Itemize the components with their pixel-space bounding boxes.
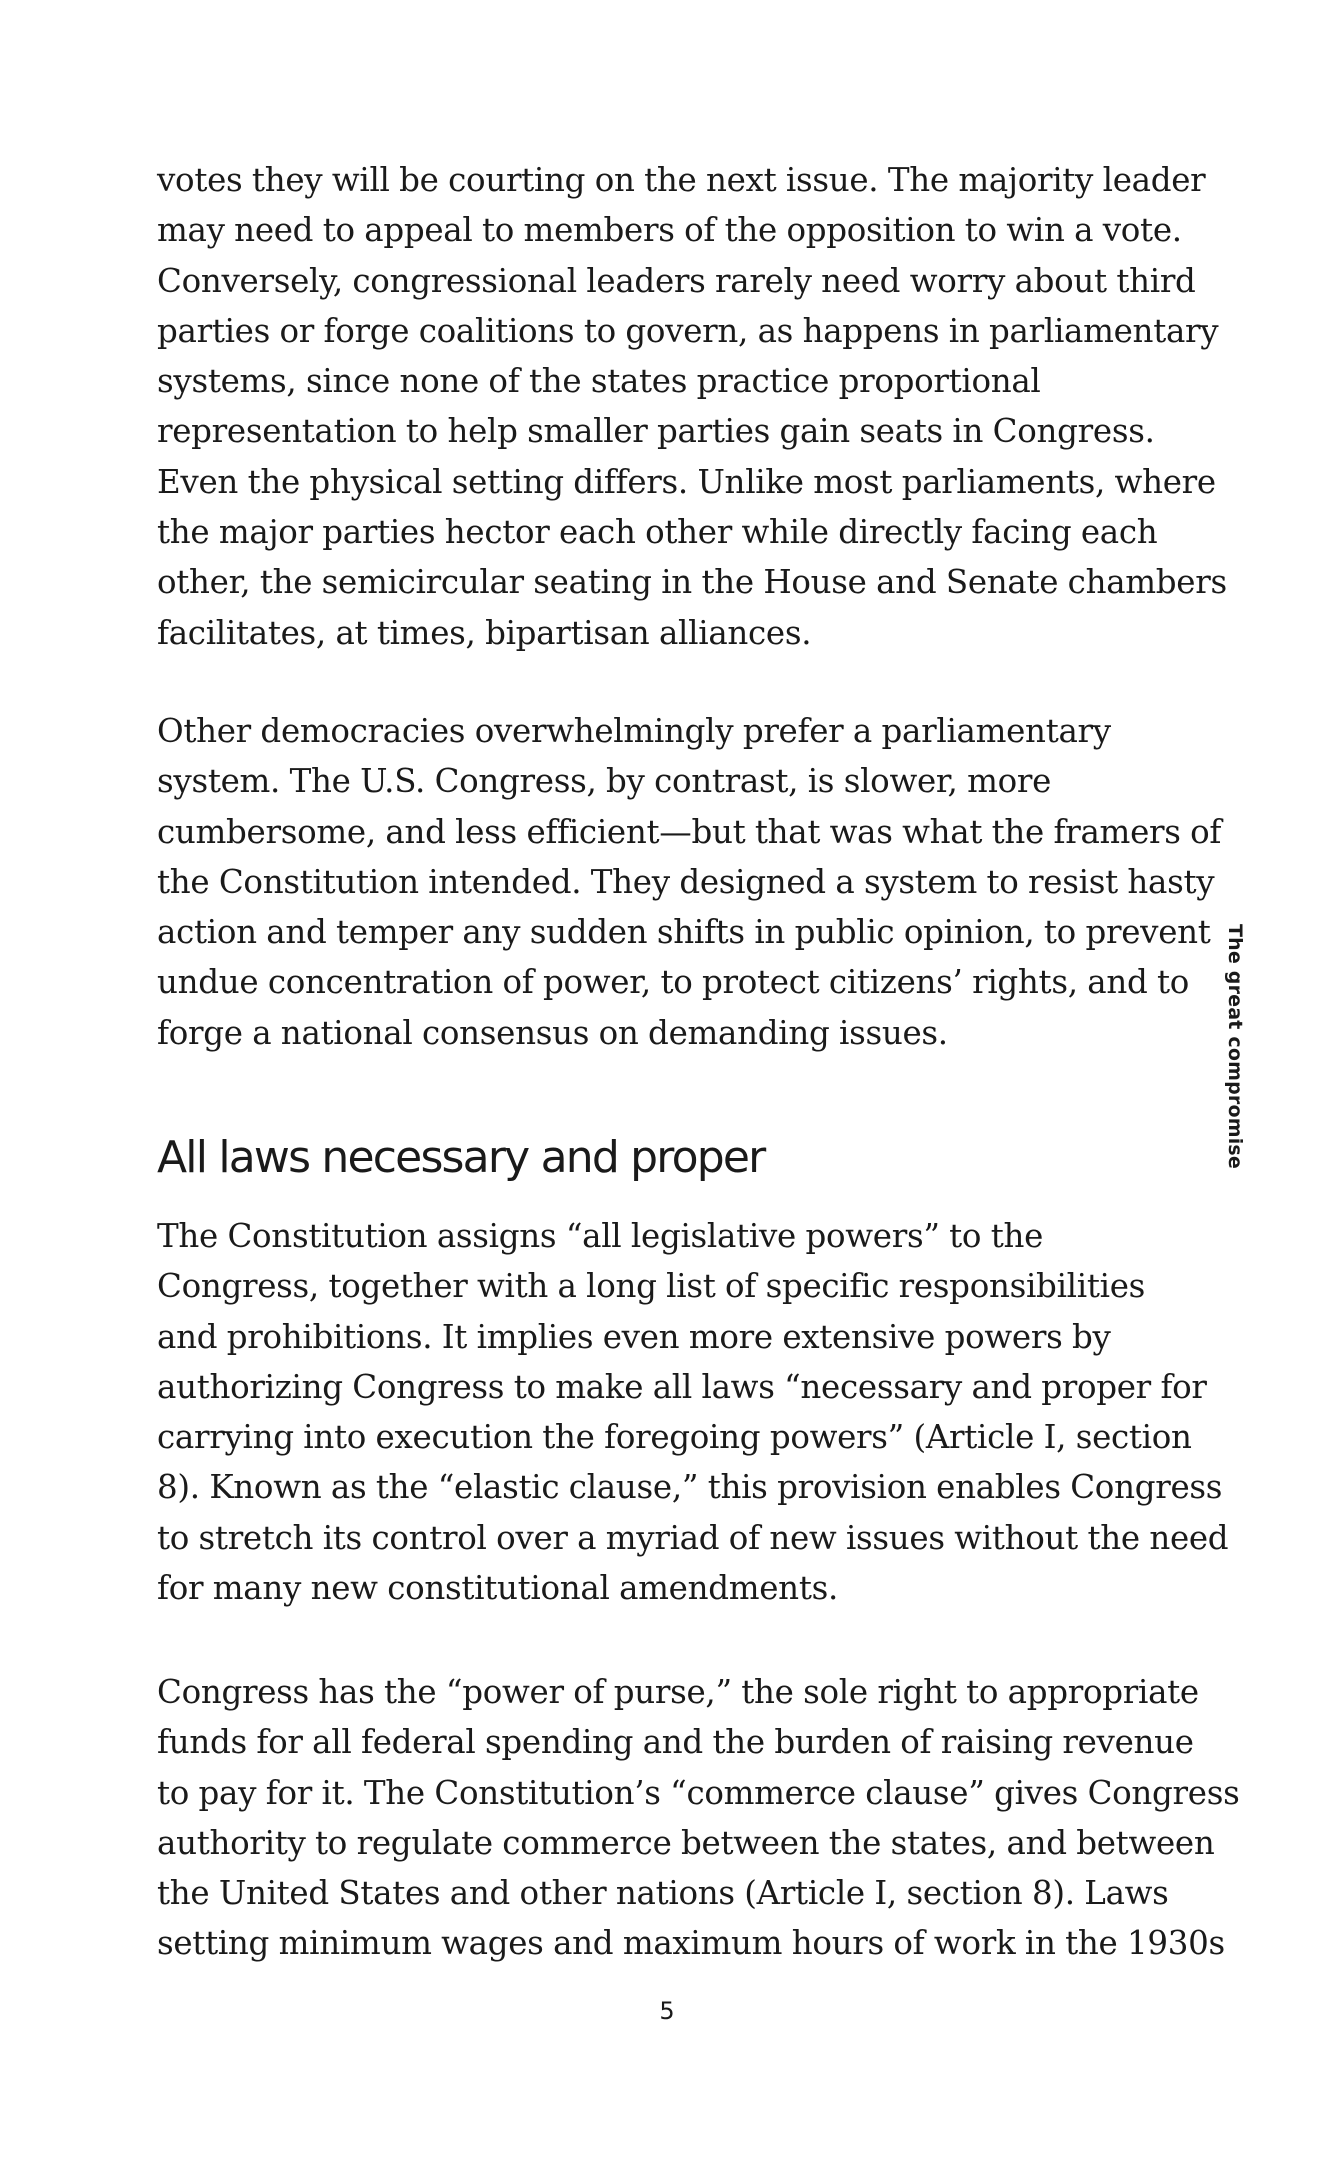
- paragraph-line: the United States and other nations (Article I, section 8). Laws: [157, 1874, 1169, 1913]
- paragraph-line: for many new constitutional amendments.: [157, 1569, 838, 1608]
- paragraph-line: Other democracies overwhelmingly prefer a parliamentary: [157, 712, 1111, 750]
- paragraph-line: authority to regulate commerce between the states, and between: [157, 1823, 1215, 1862]
- paragraph-line: carrying into execution the foregoing powers” (Article I, section: [157, 1418, 1192, 1457]
- paragraph-line: action and temper any sudden shifts in public opinion, to prevent: [157, 913, 1211, 952]
- paragraph-line: systems, since none of the states practice proportional: [157, 362, 1041, 401]
- paragraph-line: facilitates, at times, bipartisan alliances.: [157, 613, 812, 652]
- paragraph-line: may need to appeal to members of the opposition to win a vote.: [157, 211, 1182, 250]
- paragraph-line: and prohibitions. It implies even more extensive powers by: [157, 1317, 1111, 1356]
- paragraph-line: funds for all federal spending and the burden of raising revenue: [157, 1723, 1194, 1762]
- paragraph-line: parties or forge coalitions to govern, as happens in parliamentary: [157, 311, 1219, 350]
- paragraph-line: to pay for it. The Constitution’s “commerce clause” gives Congress: [157, 1773, 1240, 1812]
- paragraph-4: [157, 1667, 1240, 1969]
- paragraph-3: [157, 1211, 1229, 1613]
- paragraph-line: Congress has the “power of purse,” the sole right to appropriate: [157, 1673, 1199, 1711]
- paragraph-line: to stretch its control over a myriad of new issues without the need: [157, 1518, 1229, 1557]
- paragraph-line: system. The U.S. Congress, by contrast, is slower, more: [157, 762, 1052, 801]
- paragraph-line: 8). Known as the “elastic clause,” this provision enables Congress: [157, 1468, 1223, 1507]
- paragraph-line: Congress, together with a long list of specific responsibilities: [157, 1267, 1146, 1306]
- paragraph-line: votes they will be courting on the next issue. The majority leader: [157, 161, 1206, 199]
- paragraph-line: Even the physical setting differs. Unlike most parliaments, where: [157, 462, 1216, 501]
- paragraph-line: authorizing Congress to make all laws “necessary and proper for: [157, 1367, 1207, 1406]
- section-heading: All laws necessary and proper: [157, 1132, 765, 1183]
- paragraph-line: other, the semicircular seating in the House and Senate chambers: [157, 563, 1227, 602]
- paragraph-line: representation to help smaller parties gain seats in Congress.: [157, 412, 1155, 451]
- paragraph-line: forge a national consensus on demanding issues.: [157, 1013, 948, 1052]
- paragraph-line: The Constitution assigns “all legislative powers” to the: [157, 1217, 1044, 1255]
- paragraph-line: setting minimum wages and maximum hours of work in the 1930s: [157, 1924, 1225, 1963]
- page-number: 5: [659, 1997, 675, 2025]
- paragraph-line: the Constitution intended. They designed a system to resist hasty: [157, 862, 1215, 901]
- paragraph-line: cumbersome, and less efficient—but that was what the framers of: [157, 812, 1222, 851]
- paragraph-1: [157, 155, 1227, 658]
- paragraph-2: [157, 706, 1222, 1058]
- paragraph-line: the major parties hector each other while directly facing each: [157, 513, 1158, 552]
- running-head: The great compromise: [1224, 924, 1246, 1170]
- paragraph-line: Conversely, congressional leaders rarely need worry about third: [157, 261, 1196, 300]
- paragraph-line: undue concentration of power, to protect citizens’ rights, and to: [157, 963, 1190, 1002]
